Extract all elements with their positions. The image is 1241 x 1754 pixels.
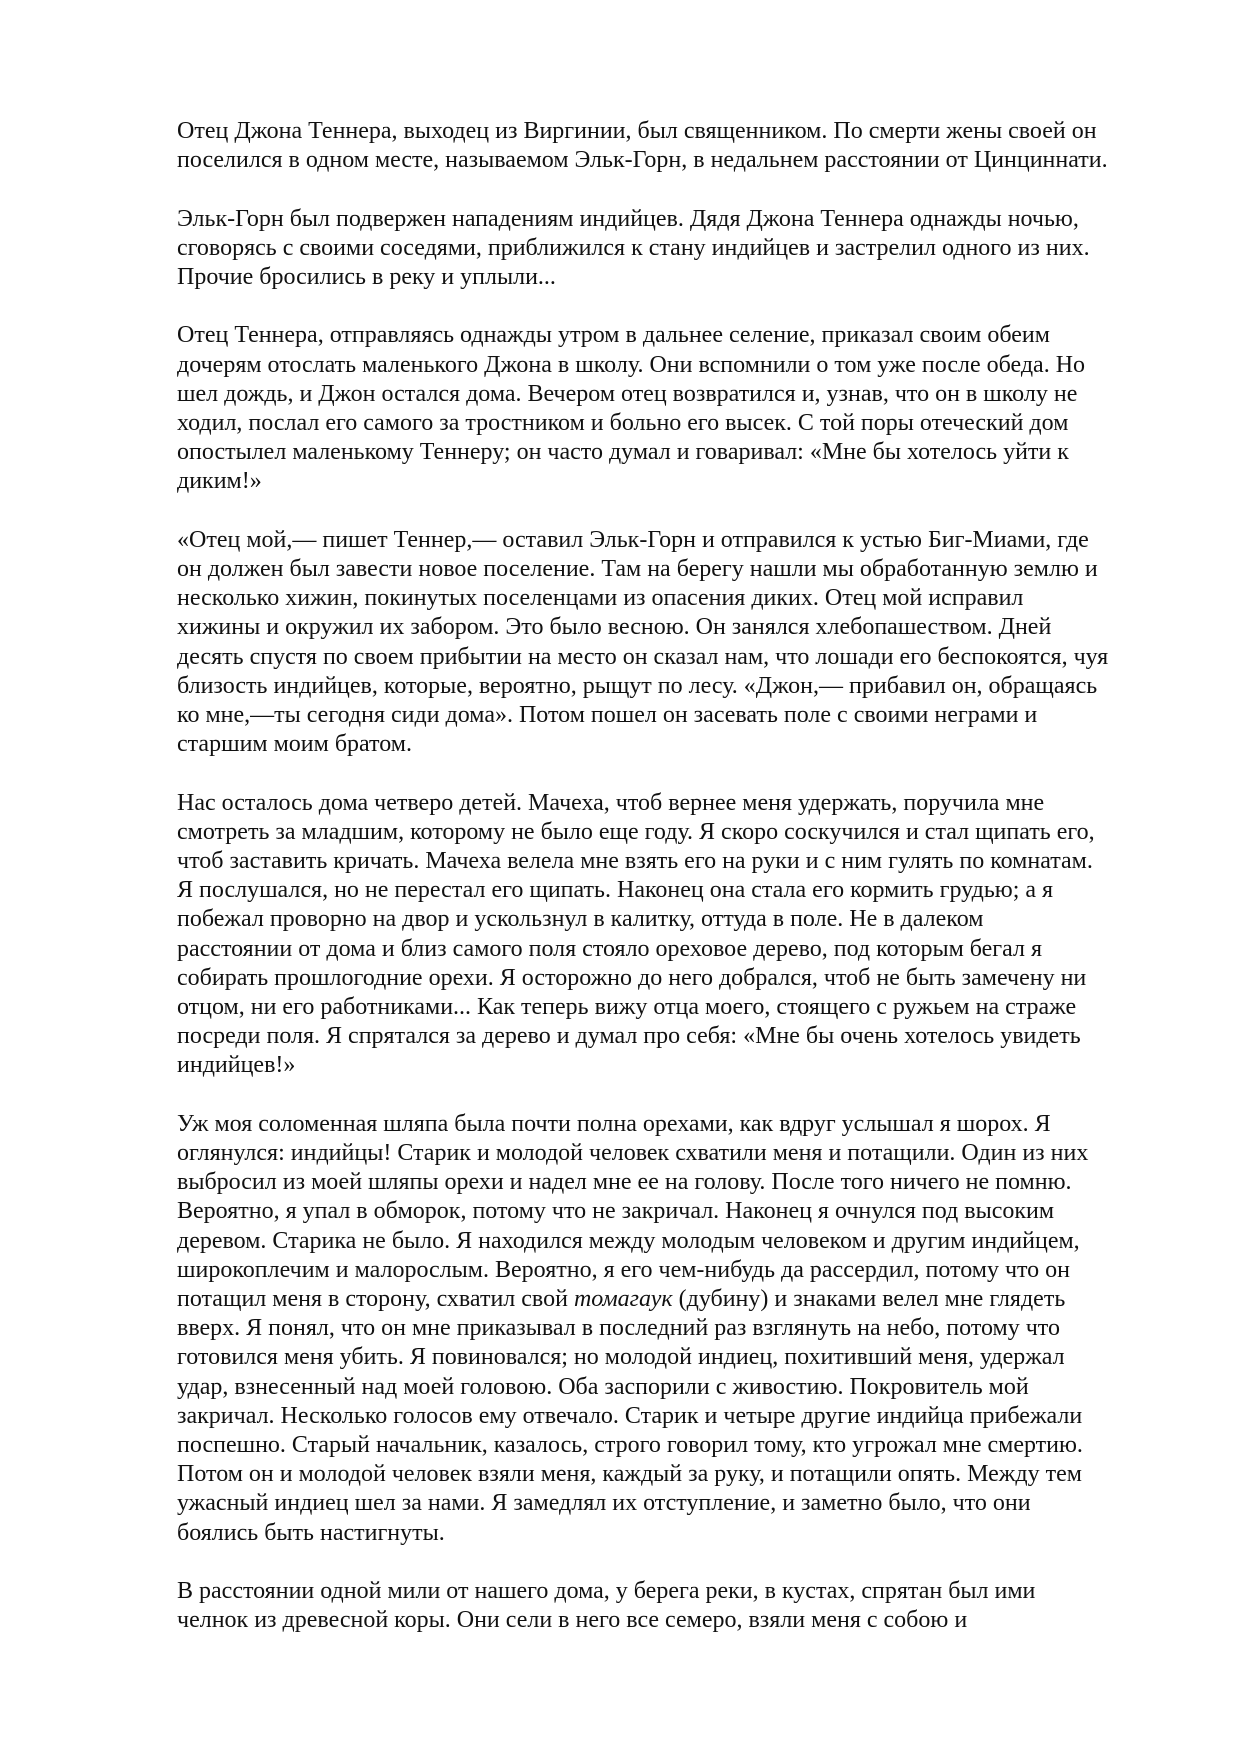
emphasized-word: томагаук bbox=[573, 1286, 673, 1313]
text-line: опостылел маленькому Теннеру; он часто думал и говаривал: «Мне бы хотелось уйти к bbox=[177, 439, 1069, 466]
text-line: ходил, послал его самого за тростником и больно его высек. С той поры отеческий дом bbox=[177, 410, 1069, 436]
text-line: поселился в одном месте, называемом Эльк-Горн, в недальнем расстоянии от Цинциннати. bbox=[177, 147, 1108, 174]
text-line: побежал проворно на двор и ускользнул в калитку, оттуда в поле. Не в далеком bbox=[177, 906, 984, 933]
paragraph-4 bbox=[177, 526, 1177, 760]
text-line: посреди поля. Я спрятался за дерево и думал про себя: «Мне бы очень хотелось увидеть bbox=[177, 1023, 1081, 1050]
text-line: В расстоянии одной мили от нашего дома, у берега реки, в кустах, спрятан был ими bbox=[177, 1578, 1036, 1605]
text-line: удар, взнесенный над моей головою. Оба заспорили с живостию. Покровитель мой bbox=[177, 1373, 1029, 1400]
document-page bbox=[177, 117, 1177, 1665]
text-line: хижины и окружил их забором. Это было весною. Он занялся хлебопашеством. Дней bbox=[177, 614, 1052, 641]
text-line: оглянулся: индийцы! Старик и молодой человек схватили меня и потащили. Один из них bbox=[177, 1140, 1089, 1167]
text-line: шел дождь, и Джон остался дома. Вечером отец возвратился и, узнав, что он в школу не bbox=[177, 380, 1078, 407]
text-line: отцом, ни его работниками... Как теперь вижу отца моего, стоящего с ружьем на страже bbox=[177, 994, 1077, 1021]
text-line: дочерям отослать маленького Джона в школу. Они вспомнили о том уже после обеда. Но bbox=[177, 351, 1086, 378]
text-line: поспешно. Старый начальник, казалось, строго говорил тому, кто угрожал мне смертию. bbox=[177, 1432, 1083, 1459]
paragraph-2 bbox=[177, 205, 1177, 293]
text-line: Вероятно, я упал в обморок, потому что не закричал. Наконец я очнулся под высоким bbox=[177, 1198, 1055, 1225]
text-line: Отец Джона Теннера, выходец из Виргинии, был священником. По смерти жены своей он bbox=[177, 118, 1097, 144]
text-line: боялись быть настигнуты. bbox=[177, 1519, 445, 1546]
text-line: Эльк-Горн был подвержен нападениям индийцев. Дядя Джона Теннера однажды ночью, bbox=[177, 205, 1079, 232]
text-line: «Отец мой,— пишет Теннер,— оставил Эльк-Горн и отправился к устью Биг-Миами, где bbox=[177, 526, 1089, 553]
text-line: Уж моя соломенная шляпа была почти полна орехами, как вдруг услышал я шорох. Я bbox=[177, 1110, 1051, 1137]
paragraph-6 bbox=[177, 1110, 1177, 1548]
text-line: Потом он и молодой человек взяли меня, каждый за руку, и потащили опять. Между тем bbox=[177, 1461, 1082, 1488]
text-line-with-emphasis bbox=[177, 1285, 1177, 1314]
paragraph-3 bbox=[177, 321, 1177, 496]
text-line: собирать прошлогодние орехи. Я осторожно до него добрался, чтоб не быть замечену ни bbox=[177, 964, 1087, 991]
text-line: Прочие бросились в реку и уплыли... bbox=[177, 264, 556, 290]
text-line: закричал. Несколько голосов ему отвечало. Старик и четыре другие индийца прибежали bbox=[177, 1402, 1083, 1429]
text-line: близость индийцев, которые, вероятно, рыщут по лесу. «Джон,— прибавил он, обращаясь bbox=[177, 672, 1098, 699]
text-line: челнок из древесной коры. Они сели в него все семеро, взяли меня с собою и bbox=[177, 1607, 968, 1634]
text-line: сговорясь с своими соседями, приближился к стану индийцев и застрелил одного из них. bbox=[177, 234, 1090, 261]
text-line: десять спустя по своем прибытии на место он сказал нам, что лошади его беспокоятся, чуя bbox=[177, 643, 1109, 670]
text-line: вверх. Я понял, что он мне приказывал в последний раз взглянуть на небо, потому что bbox=[177, 1315, 1060, 1342]
text-line: Отец Теннера, отправляясь однажды утром в дальнее селение, приказал своим обеим bbox=[177, 322, 1050, 349]
text-line: чтоб заставить кричать. Мачеха велела мне взять его на руки и с ним гулять по комнатам. bbox=[177, 848, 1093, 875]
text-line: Нас осталось дома четверо детей. Мачеха, чтоб вернее меня удержать, поручила мне bbox=[177, 789, 1045, 816]
paragraph-5 bbox=[177, 789, 1177, 1081]
text-line: широкоплечим и малорослым. Вероятно, я его чем-нибудь да рассердил, потому что он bbox=[177, 1256, 1071, 1283]
text-line: несколько хижин, покинутых поселенцами из опасения диких. Отец мой исправил bbox=[177, 585, 1024, 612]
text-line: старшим моим братом. bbox=[177, 731, 412, 758]
text-line: выбросил из моей шляпы орехи и надел мне ее на голову. После того ничего не помню. bbox=[177, 1169, 1072, 1196]
text-line: смотреть за младшим, которому не было еще году. Я скоро соскучился и стал щипать его, bbox=[177, 818, 1095, 845]
text-line: индийцев!» bbox=[177, 1052, 296, 1079]
paragraph-1 bbox=[177, 117, 1177, 175]
text-line: Я послушался, но не перестал его щипать. Наконец она стала его кормить грудью; а я bbox=[177, 877, 1054, 904]
text-line: деревом. Старика не было. Я находился между молодым человеком и другим индийцем, bbox=[177, 1227, 1080, 1254]
text-line: готовился меня убить. Я повиновался; но молодой индиец, похитивший меня, удержал bbox=[177, 1344, 1065, 1371]
text-line: диким!» bbox=[177, 468, 262, 495]
text-line: он должен был завести новое поселение. Там на берегу нашли мы обработанную землю и bbox=[177, 556, 1098, 582]
text-line: ко мне,—ты сегодня сиди дома». Потом пошел он засевать поле с своими неграми и bbox=[177, 702, 1038, 729]
text-line: ужасный индиец шел за нами. Я замедлял их отступление, и заметно было, что они bbox=[177, 1490, 1031, 1517]
text-line: расстоянии от дома и близ самого поля стояло ореховое дерево, под которым бегал я bbox=[177, 935, 1043, 962]
text-fragment: (дубину) и знаками велел мне глядеть bbox=[672, 1286, 1066, 1313]
text-fragment: потащил меня в сторону, схватил свой bbox=[177, 1286, 574, 1313]
paragraph-7 bbox=[177, 1577, 1177, 1635]
